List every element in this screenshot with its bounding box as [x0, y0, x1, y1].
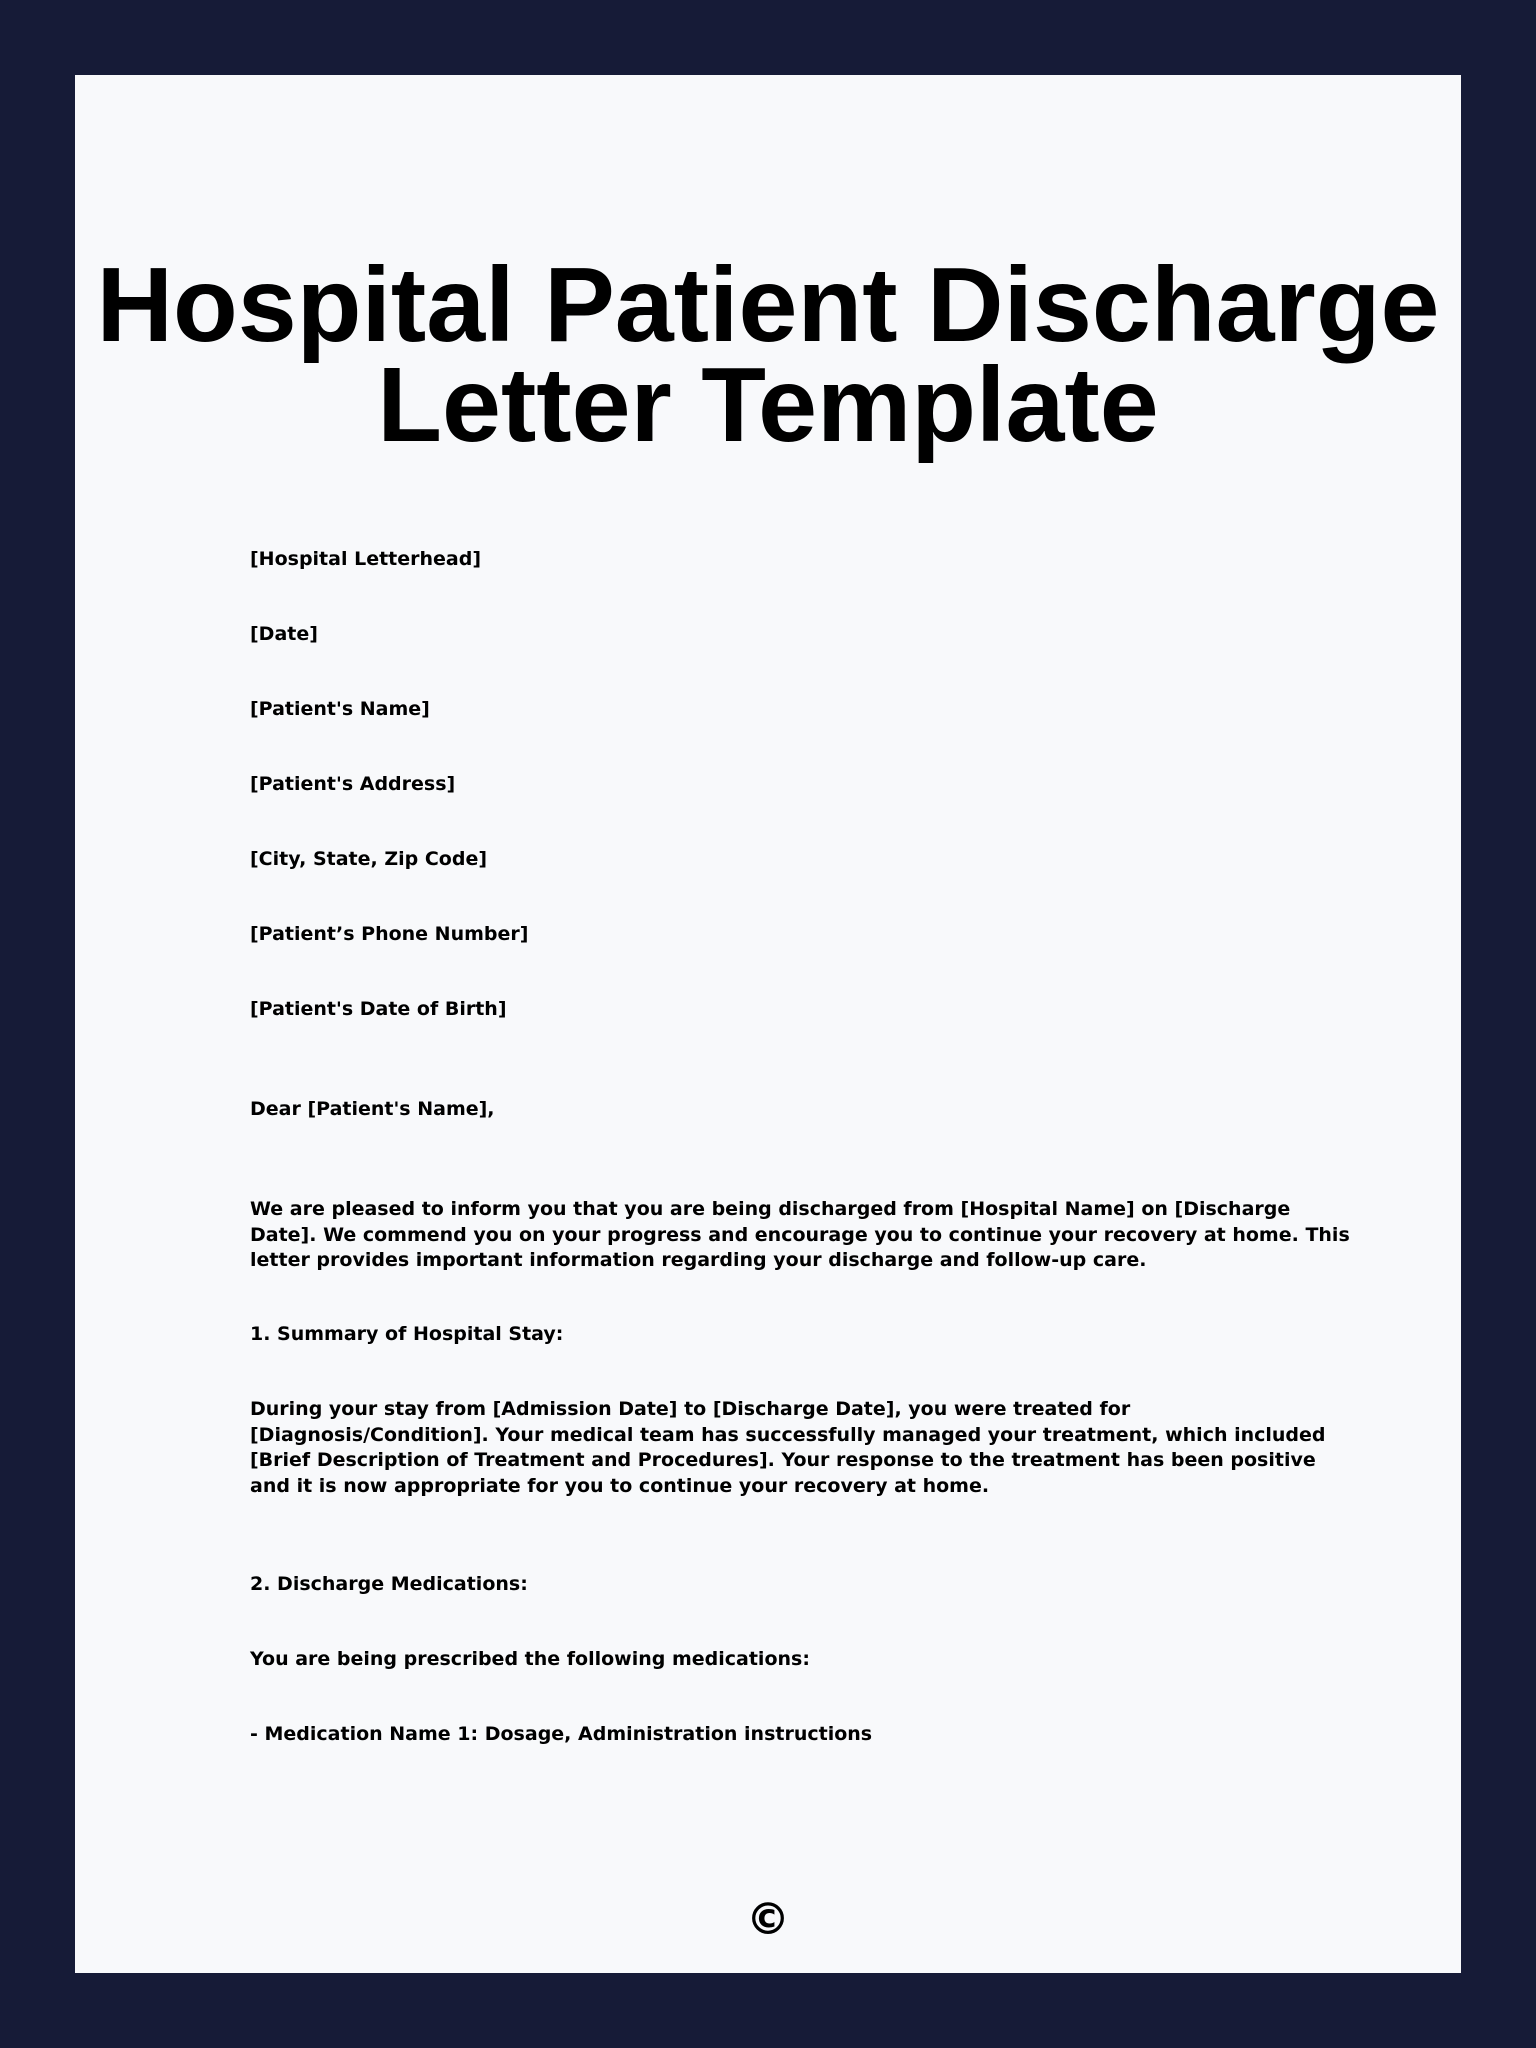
medication-list-item: - Medication Name 1: Dosage, Administration instructions [250, 1723, 873, 1745]
summary-paragraph: During your stay from [Admission Date] to [Discharge Date], you were treated for [Diagnosis/Condition]. Your medical team has successfully managed your treatment, which included [Brief Description of Treatment and Procedures]. Your response to the treatment has been positive and it is now appropriate for you to continue your recovery at home. [250, 1398, 1326, 1497]
field-hospital-letterhead: [Hospital Letterhead] [250, 548, 482, 570]
field-city-state-zip: [City, State, Zip Code] [250, 848, 488, 870]
section-heading-summary: 1. Summary of Hospital Stay: [250, 1323, 564, 1345]
field-patient-name: [Patient's Name] [250, 698, 430, 720]
field-date: [Date] [250, 623, 318, 645]
document-title-line-2: Letter Template [377, 346, 1159, 464]
document-title-line-1: Hospital Patient Discharge [96, 246, 1440, 364]
medications-intro: You are being prescribed the following medications: [250, 1648, 810, 1670]
field-patient-dob: [Patient's Date of Birth] [250, 998, 507, 1020]
copyright-icon: © [746, 1894, 790, 1945]
section-heading-medications: 2. Discharge Medications: [250, 1573, 528, 1595]
salutation: Dear [Patient's Name], [250, 1098, 495, 1120]
document-page [75, 75, 1461, 1973]
intro-paragraph: We are pleased to inform you that you are being discharged from [Hospital Name] on [Discharge Date]. We commend you on your progress and encourage you to continue your recovery at home. This letter provides important information regarding your discharge and follow-up care. [250, 1198, 1350, 1271]
document-title [75, 246, 1461, 464]
field-patient-address: [Patient's Address] [250, 773, 456, 795]
field-patient-phone: [Patient’s Phone Number] [250, 923, 529, 945]
